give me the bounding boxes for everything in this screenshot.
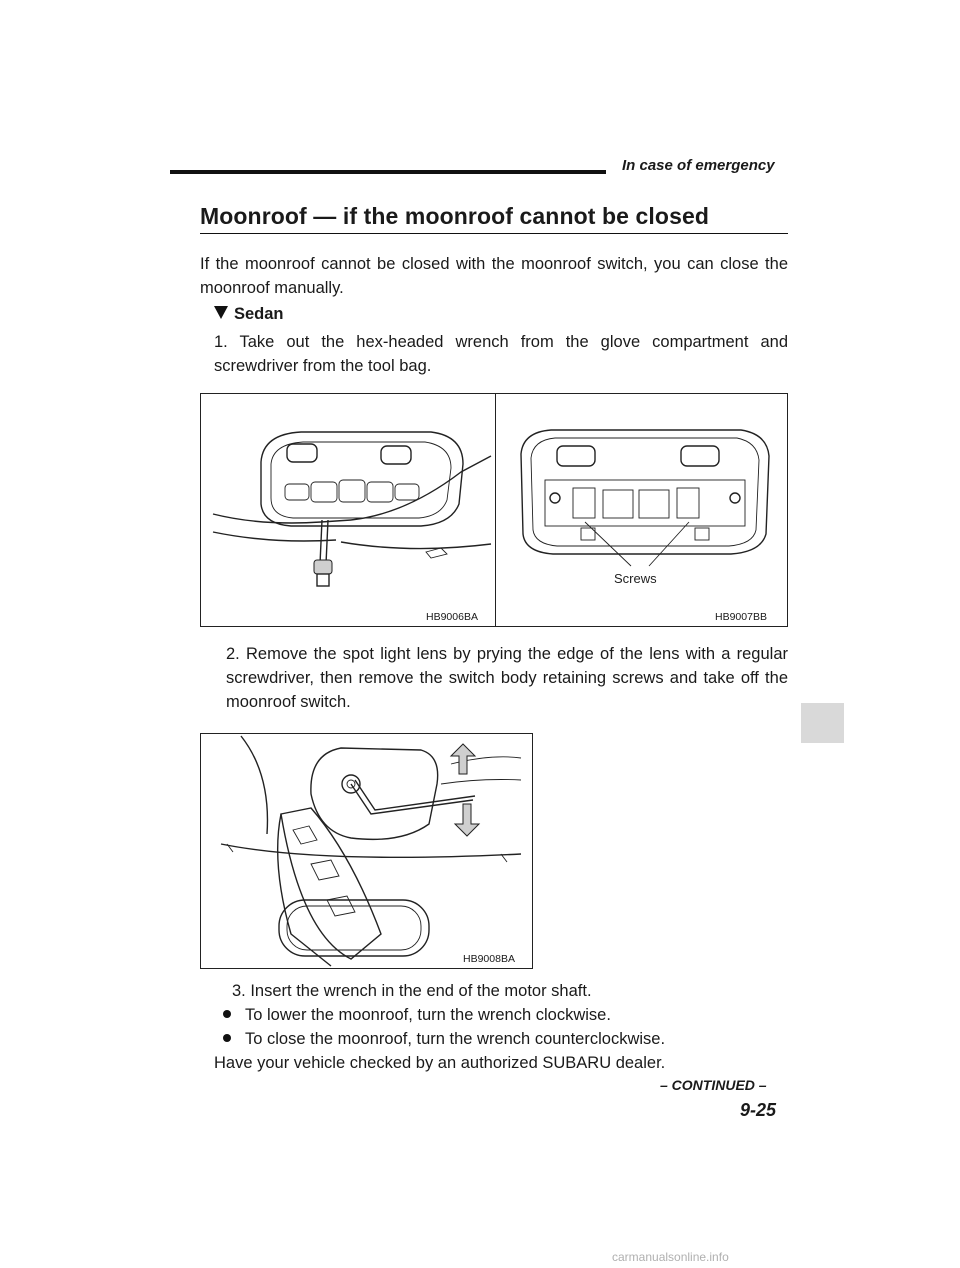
- title-rule: [200, 233, 788, 234]
- chapter-side-tab: [801, 703, 844, 743]
- subheading: [214, 305, 284, 324]
- bullet-text: To lower the moonroof, turn the wrench clockwise.: [245, 1006, 611, 1024]
- page-title: Moonroof — if the moonroof cannot be closed: [200, 203, 709, 229]
- figure-code-left: HB9006BA: [426, 611, 478, 623]
- figure-code-bottom: HB9008BA: [463, 953, 515, 965]
- bullet-lower-moonroof: [223, 1006, 611, 1025]
- step-1: 1. Take out the hex-headed wrench from the glove compartment and screwdriver from the tool bag.: [214, 333, 788, 375]
- intro-paragraph: If the moonroof cannot be closed with the moonroof switch, you can close the moonroof manually.: [200, 255, 788, 297]
- console-screws-illustration: [521, 430, 769, 566]
- bullet-close-moonroof: [223, 1030, 665, 1049]
- section-label: In case of emergency: [622, 157, 775, 174]
- overhead-console-illustration: [213, 432, 491, 586]
- header-rule: [170, 170, 606, 174]
- subheading-text: Sedan: [234, 305, 284, 323]
- figure-divider: [495, 394, 496, 626]
- closing-note: Have your vehicle checked by an authorized SUBARU dealer.: [214, 1054, 666, 1072]
- screws-label: Screws: [614, 571, 657, 586]
- step-3: 3. Insert the wrench in the end of the motor shaft.: [232, 982, 592, 1000]
- figure-switch-removal-drawing: [201, 394, 787, 626]
- step-2: 2. Remove the spot light lens by prying the edge of the lens with a regular screwdriver, then remove the switch body retaining screws and take off the moonroof switch.: [226, 645, 788, 711]
- bullet-text: To close the moonroof, turn the wrench counterclockwise.: [245, 1030, 666, 1048]
- figure-code-right: HB9007BB: [715, 611, 767, 623]
- watermark: carmanualsonline.info: [612, 1250, 729, 1264]
- figure-wrench-motor: [200, 733, 533, 969]
- figure-switch-removal: [200, 393, 788, 627]
- continued-label: – CONTINUED –: [660, 1077, 767, 1093]
- page-number: 9-25: [740, 1100, 777, 1120]
- bullet-dot-icon: [223, 1034, 231, 1042]
- bullet-dot-icon: [223, 1010, 231, 1018]
- figure-wrench-motor-drawing: [201, 734, 532, 968]
- triangle-down-icon: [214, 306, 228, 319]
